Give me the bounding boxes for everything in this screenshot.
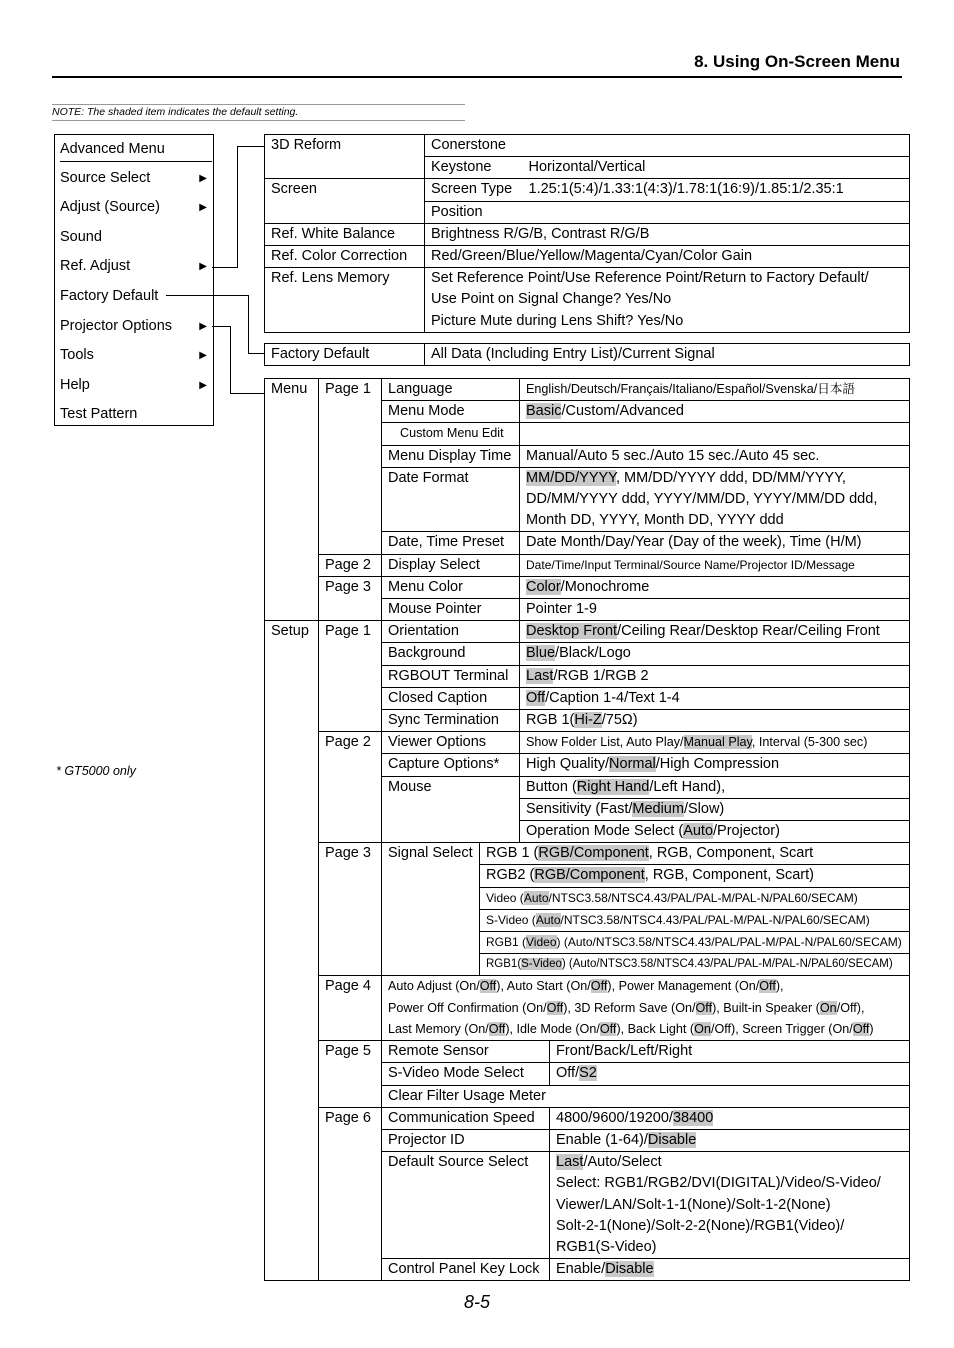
tools-menu-label: Menu xyxy=(265,379,319,621)
connector-line xyxy=(237,146,264,147)
menu-item-factory-default[interactable]: Factory Default xyxy=(60,288,159,304)
factory-default-table: Factory Default All Data (Including Entry List)/Current Signal xyxy=(264,343,910,366)
menu-item-projector-options[interactable]: Projector Options ▶ xyxy=(60,318,207,334)
connector-line xyxy=(212,267,237,268)
menu-item-sound[interactable]: Sound xyxy=(60,229,102,245)
tools-setup-label: Setup xyxy=(265,621,319,1281)
connector-line xyxy=(230,393,264,394)
tools-table: Menu Page 1 Language English/Deutsch/Français/Italiano/Español/Svenska/日本語 Menu Mode Basic/Custom/Advanced Custom Menu Edit Menu Display Time Manual/Auto 5 sec./Auto 15 sec./Auto 45 sec. Date Format MM/DD/YYYY, MM/DD/YYYY ddd, DD/MM/YYYY, DD/MM/YYYY ddd, YYYY/MM/DD, YYYY/MM/DD ddd, Month DD, YYYY, Month DD, YYYY ddd Date, Time Preset Date Month/Day/Year (Day of the week), Time (H/M) Page 2 Display Select Date/Time/Input Terminal/Source Name/Projector ID/Message Page 3 Menu Color Color/Monochrome Mouse Pointer Pointer 1-9 Setup Page 1 Orientation Desktop Front/Ceiling Rear/Desktop Rear/Ceiling Front Background Blue/Black/Logo RGBOUT Terminal Last/RGB 1/RGB 2 Closed Caption Off/Caption 1-4/Text 1-4 Sync Termination RGB 1(Hi-Z/75Ω) Page 2 Viewer Options Show Folder List, Auto Play/Manual Play, Interval (5-300 sec) Capture Options* High Quality/Normal/High Compression Mouse Button (Right Hand/Left Hand), Sensitivity (Fast/Medium/Slow) Operation Mode Select (Auto/Projector) Page 3 Signal Select RGB 1 (RGB/Component, RGB, Component, Scart RGB2 (RGB/Component, RGB, Component, Scart) Video (Auto/NTSC3.58/NTSC4.43/PAL/PAL-M/PAL-N/PAL60/SECAM) S-Video (Auto/NTSC3.58/NTSC4.43/PAL/PAL-M/PAL-N/PAL60/SECAM) RGB1 (Video) (Auto/NTSC3.58/NTSC4.43/PAL/PAL-M/PAL-N/PAL60/SECAM) RGB1(S-Video) (Auto/NTSC3.58/NTSC4.43/PAL/PAL-M/PAL-N/PAL60/SECAM) Page 4 Auto Adjust (On/Off), Auto Start (On/Off), Power Management (On/Off), Power Off Confirmation (On/Off), 3D Reform Save (On/Off), Built-in Speaker (On/Off), Last Memory (On/Off), Idle Mode (On/Off), Back Light (On/Off), Screen Trigger (On/Off) Page 5 Remote Sensor Front/Back/Left/Right S-Video Mode Select Off/S2 Clear Filter Usage Meter Page 6 Communication Speed 4800/9600/19200/38400 Projector ID Enable (1-64)/Disable Default Source Select Last/Auto/Select Select: RGB1/RGB2/DVI(DIGITAL)/Video/S-Video/ Viewer/LAN/Solt-1-1(None)/Solt-1-2(None) Solt-2-1(None)/Solt-2-2(None)/RGB1(Video)/ RGB1(S-Video) Control Panel Key Lock Enable/Disable xyxy=(264,378,910,1281)
ref-3d-reform: 3D Reform xyxy=(265,135,425,179)
menu-item-help[interactable]: Help ▶ xyxy=(60,377,207,393)
connector-line xyxy=(230,326,231,394)
arrow-right-icon: ▶ xyxy=(199,261,207,272)
ref-adjust-table: 3D Reform Conerstone Keystone Horizontal/Vertical Screen Screen Type 1.25:1(5:4)/1.33:1(4:3)/1.78:1(16:9)/1.85:1/2.35:1 Position Ref. White Balance Brightness R/G/B, Contrast R/G/B Ref. Color Correction Red/Green/Blue/Yellow/Magenta/Cyan/Color Gain Ref. Lens Memory Set Reference Point/Use Reference Point/Return to Factory Default/ Use Point on Signal Change? Yes/No Picture Mute during Lens Shift? Yes/No xyxy=(264,134,910,333)
page-number: 8-5 xyxy=(464,1292,491,1312)
menu-item-ref-adjust[interactable]: Ref. Adjust ▶ xyxy=(60,258,207,274)
ref-screen: Screen xyxy=(265,179,425,223)
menu-item-adjust-source[interactable]: Adjust (Source) ▶ xyxy=(60,199,207,215)
header-rule xyxy=(52,76,902,78)
menu-title: Advanced Menu xyxy=(60,139,212,162)
connector-line xyxy=(248,295,249,354)
menu-item-tools[interactable]: Tools ▶ xyxy=(60,347,207,363)
arrow-right-icon: ▶ xyxy=(199,380,207,391)
advanced-menu xyxy=(54,134,214,426)
arrow-right-icon: ▶ xyxy=(199,321,207,332)
connector-line xyxy=(248,353,264,354)
menu-item-test-pattern[interactable]: Test Pattern xyxy=(60,406,138,422)
connector-line xyxy=(237,146,238,268)
arrow-right-icon: ▶ xyxy=(199,350,207,361)
default-note: NOTE: The shaded item indicates the default setting. xyxy=(52,104,465,121)
section-title: 8. Using On-Screen Menu xyxy=(694,52,900,71)
menu-item-source-select[interactable]: Source Select ▶ xyxy=(60,170,207,186)
connector-line xyxy=(212,326,230,327)
connector-line xyxy=(166,295,249,296)
arrow-right-icon: ▶ xyxy=(199,202,207,213)
arrow-right-icon: ▶ xyxy=(199,173,207,184)
footnote: * GT5000 only xyxy=(56,764,136,778)
